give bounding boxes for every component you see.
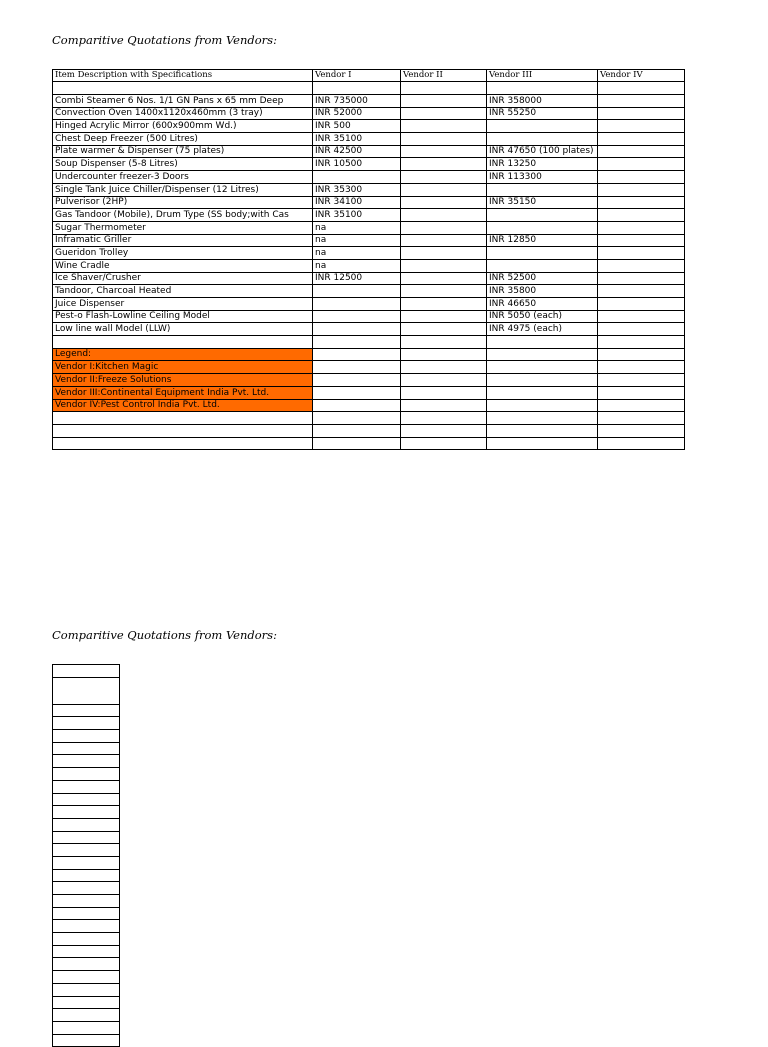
table-cell (598, 196, 685, 209)
table-cell (598, 298, 685, 311)
table-cell (598, 285, 685, 298)
empty-cell (487, 361, 598, 374)
legend-row (53, 386, 685, 399)
empty-grid-row (53, 895, 120, 908)
table-cell (313, 323, 401, 336)
empty-cell (598, 336, 685, 349)
empty-cell (313, 361, 401, 374)
empty-grid-row (53, 780, 120, 793)
table-cell: INR 13250 (487, 158, 598, 171)
blank-row (53, 424, 685, 437)
empty-cell (313, 399, 401, 412)
table-cell: INR 12500 (313, 272, 401, 285)
table-cell (487, 183, 598, 196)
empty-grid-row (53, 856, 120, 869)
empty-cell (53, 958, 120, 971)
table-cell (401, 196, 487, 209)
table-cell (401, 145, 487, 158)
table-cell (313, 285, 401, 298)
empty-cell (53, 844, 120, 857)
table-cell: INR 4975 (each) (487, 323, 598, 336)
empty-grid-row (53, 958, 120, 971)
table-cell (598, 221, 685, 234)
empty-cell (598, 374, 685, 387)
empty-cell (401, 424, 487, 437)
table-cell: Gueridon Trolley (53, 247, 313, 260)
table-cell (401, 183, 487, 196)
table-row (53, 133, 685, 146)
table-cell (401, 234, 487, 247)
table-cell: Juice Dispenser (53, 298, 313, 311)
table-row (53, 145, 685, 158)
empty-cell (401, 374, 487, 387)
table-cell (598, 272, 685, 285)
table-row (53, 298, 685, 311)
table-cell (401, 272, 487, 285)
empty-grid-row (53, 882, 120, 895)
table-cell: INR 52500 (487, 272, 598, 285)
table-cell (401, 209, 487, 222)
table-cell: INR 34100 (313, 196, 401, 209)
empty-cell (53, 424, 313, 437)
legend-cell: Vendor II:Freeze Solutions (53, 374, 313, 387)
empty-cell (53, 971, 120, 984)
table-cell (598, 234, 685, 247)
table-cell (401, 95, 487, 108)
table-cell: INR 35100 (313, 133, 401, 146)
table-cell: Chest Deep Freezer (500 Litres) (53, 133, 313, 146)
empty-grid-row (53, 983, 120, 996)
empty-grid-row (53, 920, 120, 933)
empty-grid-row (53, 717, 120, 730)
blank-row (53, 336, 685, 349)
empty-grid-row (53, 1034, 120, 1047)
table-row (53, 95, 685, 108)
table-header-row (53, 70, 685, 82)
blank-row (53, 437, 685, 450)
table-row (53, 272, 685, 285)
table-cell: Undercounter freezer-3 Doors (53, 171, 313, 184)
column-header: Vendor II (401, 70, 487, 82)
table-cell: INR 47650 (100 plates) (487, 145, 598, 158)
empty-cell (401, 82, 487, 95)
table-cell: Sugar Thermometer (53, 221, 313, 234)
table-cell (598, 209, 685, 222)
empty-cell (487, 82, 598, 95)
table-cell: Ice Shaver/Crusher (53, 272, 313, 285)
empty-cell (598, 361, 685, 374)
table-cell: INR 46650 (487, 298, 598, 311)
table-cell (401, 158, 487, 171)
empty-cell (53, 1021, 120, 1034)
empty-cell (53, 677, 120, 704)
empty-grid-row (53, 907, 120, 920)
table-cell: Pest-o Flash-Lowline Ceiling Model (53, 310, 313, 323)
table-cell: Gas Tandoor (Mobile), Drum Type (SS body;with Cas (53, 209, 313, 222)
table-cell: INR 5050 (each) (487, 310, 598, 323)
table-row (53, 310, 685, 323)
table-cell (487, 221, 598, 234)
legend-row (53, 399, 685, 412)
empty-cell (598, 437, 685, 450)
empty-cell (487, 437, 598, 450)
table-cell: Tandoor, Charcoal Heated (53, 285, 313, 298)
empty-cell (401, 361, 487, 374)
table-cell (401, 107, 487, 120)
table-cell: Convection Oven 1400x1120x460mm (3 tray) (53, 107, 313, 120)
empty-cell (313, 348, 401, 361)
empty-cell (53, 920, 120, 933)
page-title: Comparitive Quotations from Vendors: (52, 33, 277, 47)
table-cell (401, 171, 487, 184)
empty-cell (313, 374, 401, 387)
empty-cell (313, 412, 401, 425)
blank-row (53, 82, 685, 95)
table-cell: Low line wall Model (LLW) (53, 323, 313, 336)
empty-cell (401, 386, 487, 399)
empty-cell (53, 945, 120, 958)
empty-cell (53, 704, 120, 717)
empty-grid-column (52, 664, 120, 1047)
empty-cell (53, 818, 120, 831)
table-cell: INR 35300 (313, 183, 401, 196)
legend-row (53, 361, 685, 374)
table-cell: Plate warmer & Dispenser (75 plates) (53, 145, 313, 158)
table-row (53, 209, 685, 222)
table-row (53, 196, 685, 209)
empty-grid-row (53, 755, 120, 768)
table-cell (598, 107, 685, 120)
empty-cell (53, 793, 120, 806)
table-cell (598, 323, 685, 336)
quotations-table (52, 69, 685, 450)
table-cell (487, 259, 598, 272)
table-row (53, 234, 685, 247)
table-cell (487, 247, 598, 260)
empty-cell (598, 386, 685, 399)
empty-grid-row (53, 730, 120, 743)
empty-grid-row (53, 1009, 120, 1022)
table-cell (401, 285, 487, 298)
empty-grid-row (53, 806, 120, 819)
table-row (53, 158, 685, 171)
empty-cell (53, 895, 120, 908)
empty-cell (53, 996, 120, 1009)
empty-grid-row (53, 742, 120, 755)
empty-cell (53, 1034, 120, 1047)
table-row (53, 285, 685, 298)
empty-grid-row (53, 831, 120, 844)
empty-cell (53, 983, 120, 996)
table-cell: Wine Cradle (53, 259, 313, 272)
table-cell (598, 120, 685, 133)
table-cell (598, 183, 685, 196)
legend-row (53, 348, 685, 361)
table-cell (401, 259, 487, 272)
empty-cell (53, 831, 120, 844)
table-cell (401, 323, 487, 336)
table-cell: INR 35150 (487, 196, 598, 209)
empty-cell (487, 412, 598, 425)
table-cell: na (313, 234, 401, 247)
empty-cell (53, 437, 313, 450)
legend-cell: Vendor I:Kitchen Magic (53, 361, 313, 374)
table-cell: na (313, 247, 401, 260)
empty-cell (401, 336, 487, 349)
table-row (53, 183, 685, 196)
empty-cell (53, 882, 120, 895)
table-cell: INR 35800 (487, 285, 598, 298)
empty-cell (53, 907, 120, 920)
blank-row (53, 412, 685, 425)
table-cell: INR 500 (313, 120, 401, 133)
table-cell: INR 52000 (313, 107, 401, 120)
empty-cell (53, 755, 120, 768)
table-cell (401, 221, 487, 234)
empty-cell (53, 933, 120, 946)
empty-cell (401, 399, 487, 412)
page-title-repeat: Comparitive Quotations from Vendors: (52, 628, 277, 642)
table-row (53, 221, 685, 234)
table-cell: na (313, 221, 401, 234)
table-cell (487, 120, 598, 133)
empty-grid-row (53, 768, 120, 781)
empty-cell (598, 82, 685, 95)
table-cell (598, 95, 685, 108)
table-row (53, 120, 685, 133)
empty-grid-row (53, 818, 120, 831)
table-cell: INR 735000 (313, 95, 401, 108)
empty-grid-row (53, 677, 120, 704)
empty-cell (598, 412, 685, 425)
legend-cell: Legend: (53, 348, 313, 361)
empty-grid-row (53, 933, 120, 946)
table-cell: INR 42500 (313, 145, 401, 158)
empty-cell (53, 742, 120, 755)
empty-grid-row (53, 996, 120, 1009)
table-cell: Combi Steamer 6 Nos. 1/1 GN Pans x 65 mm Deep (53, 95, 313, 108)
column-header: Item Description with Specifications (53, 70, 313, 82)
table-cell (313, 298, 401, 311)
table-cell (487, 209, 598, 222)
empty-cell (487, 374, 598, 387)
empty-cell (598, 424, 685, 437)
empty-cell (53, 806, 120, 819)
table-cell (598, 259, 685, 272)
empty-cell (53, 730, 120, 743)
empty-cell (313, 424, 401, 437)
table-row (53, 323, 685, 336)
empty-cell (53, 336, 313, 349)
empty-cell (53, 768, 120, 781)
table-cell: INR 113300 (487, 171, 598, 184)
table-cell: INR 358000 (487, 95, 598, 108)
empty-cell (313, 386, 401, 399)
empty-grid-row (53, 844, 120, 857)
column-header: Vendor III (487, 70, 598, 82)
empty-grid-row (53, 945, 120, 958)
table-cell (598, 247, 685, 260)
empty-cell (401, 412, 487, 425)
table-cell: Soup Dispenser (5-8 Litres) (53, 158, 313, 171)
empty-cell (313, 437, 401, 450)
table-cell: INR 35100 (313, 209, 401, 222)
table-cell: na (313, 259, 401, 272)
empty-cell (313, 82, 401, 95)
column-header: Vendor I (313, 70, 401, 82)
table-cell: Hinged Acrylic Mirror (600x900mm Wd.) (53, 120, 313, 133)
empty-cell (53, 1009, 120, 1022)
table-cell (401, 133, 487, 146)
table-cell (313, 310, 401, 323)
table-cell (401, 247, 487, 260)
empty-cell (598, 399, 685, 412)
table-cell: Single Tank Juice Chiller/Dispenser (12 Litres) (53, 183, 313, 196)
empty-cell (487, 399, 598, 412)
table-cell: Pulverisor (2HP) (53, 196, 313, 209)
empty-grid-row (53, 971, 120, 984)
empty-grid-row (53, 869, 120, 882)
empty-grid-row (53, 704, 120, 717)
table-cell: INR 55250 (487, 107, 598, 120)
empty-cell (53, 412, 313, 425)
table-cell: INR 12850 (487, 234, 598, 247)
table-cell (401, 298, 487, 311)
empty-cell (487, 386, 598, 399)
empty-cell (487, 336, 598, 349)
empty-cell (53, 780, 120, 793)
table-row (53, 107, 685, 120)
table-cell (487, 133, 598, 146)
empty-grid-row (53, 793, 120, 806)
empty-cell (487, 348, 598, 361)
table-row (53, 259, 685, 272)
legend-cell: Vendor III:Continental Equipment India Pvt. Ltd. (53, 386, 313, 399)
empty-cell (598, 348, 685, 361)
table-cell (598, 145, 685, 158)
table-cell: Inframatic Griller (53, 234, 313, 247)
empty-cell (53, 82, 313, 95)
empty-cell (53, 665, 120, 678)
table-row (53, 171, 685, 184)
table-cell (598, 158, 685, 171)
table-cell (313, 171, 401, 184)
table-row (53, 247, 685, 260)
empty-grid-row (53, 665, 120, 678)
table-cell (401, 120, 487, 133)
table-cell (401, 310, 487, 323)
legend-row (53, 374, 685, 387)
table-cell: INR 10500 (313, 158, 401, 171)
empty-grid-row (53, 1021, 120, 1034)
empty-cell (53, 856, 120, 869)
empty-cell (53, 717, 120, 730)
empty-cell (401, 348, 487, 361)
table-cell (598, 171, 685, 184)
empty-cell (313, 336, 401, 349)
table-cell (598, 310, 685, 323)
empty-cell (401, 437, 487, 450)
table-cell (598, 133, 685, 146)
legend-cell: Vendor IV:Pest Control India Pvt. Ltd. (53, 399, 313, 412)
column-header: Vendor IV (598, 70, 685, 82)
empty-cell (53, 869, 120, 882)
empty-cell (487, 424, 598, 437)
